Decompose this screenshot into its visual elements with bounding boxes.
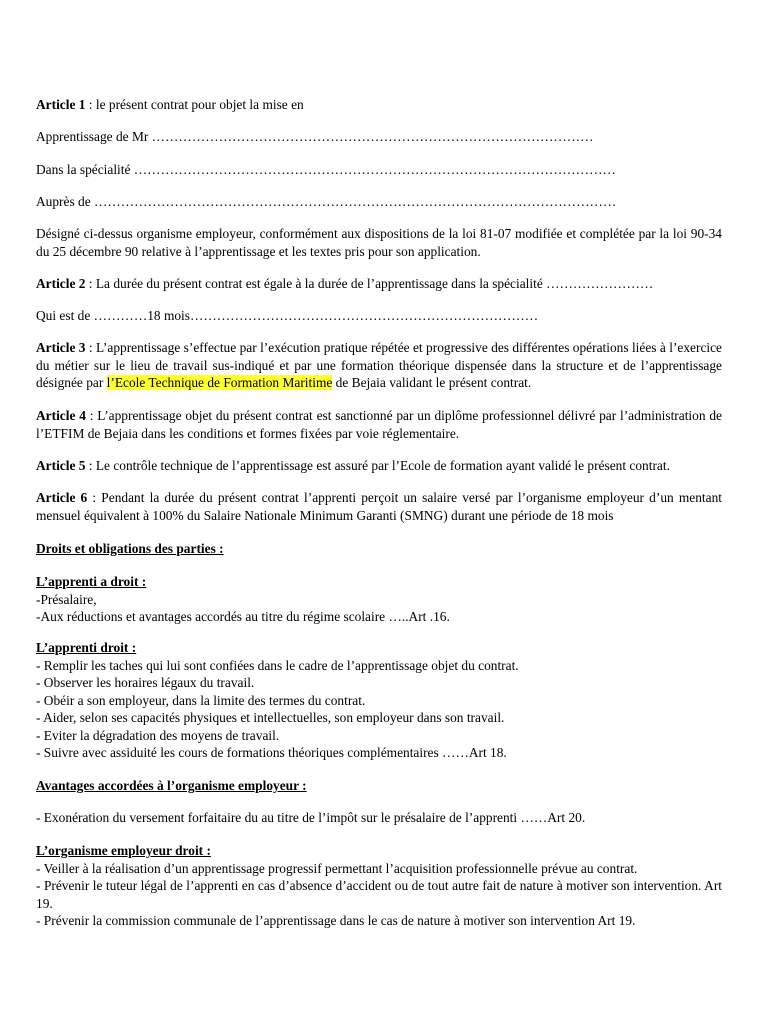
article-2-label: Article 2: [36, 276, 86, 291]
list-item: - Exonération du versement forfaitaire du au titre de l’impôt sur le présalaire de l’apprenti ……Art 20.: [36, 810, 586, 825]
article-6-label: Article 6: [36, 490, 88, 505]
article-3: [36, 339, 722, 392]
article-5-text: : Le contrôle technique de l’apprentissage est assuré par l’Ecole de formation ayant validé le présent contrat.: [85, 458, 670, 473]
field-aupres-text: Auprès de ………………………………………………………………………………………………………: [36, 194, 617, 209]
apprenti-a-droit-heading: L’apprenti a droit :: [36, 574, 147, 589]
field-apprentissage: [36, 128, 722, 146]
list-item: - Remplir les taches qui lui sont confiées dans le cadre de l’apprentissage objet du contrat.: [36, 657, 519, 673]
article-1: [36, 96, 722, 114]
avantages-heading: Avantages accordées à l’organisme employeur :: [36, 778, 307, 793]
article-3-text-before: : L’apprentissage s’effectue par l’exécution pratique répétée et progressive des différentes opérations liées à l’exercice du métier sur le lieu de travail sus-indiqué et par une formation théorique dispensée dans la structure et de l’apprentissage désignée par: [36, 340, 722, 390]
list-item: -Présalaire,: [36, 591, 97, 607]
field-duree-text: Qui est de …………18 mois……………………………………………………………………: [36, 308, 539, 323]
section-droits-obligations: [36, 540, 722, 558]
section-avantages: [36, 777, 722, 795]
field-duree: [36, 307, 722, 325]
article-3-label: Article 3: [36, 340, 86, 355]
article-5: [36, 457, 722, 475]
apprenti-droit-heading: L’apprenti droit :: [36, 640, 137, 655]
employeur-droit-heading: L’organisme employeur droit :: [36, 843, 211, 858]
list-item: - Prévenir le tuteur légal de l’apprenti en cas d’absence d’accident ou de tout autre fait de nature à motiver son intervention. Art 19.: [36, 878, 722, 911]
field-aupres: [36, 193, 722, 211]
article-2-text: : La durée du présent contrat est égale à la durée de l’apprentissage dans la spécialité ……………………: [85, 276, 654, 291]
list-item: -Aux réductions et avantages accordés au titre du régime scolaire …..Art .16.: [36, 609, 450, 624]
article-4-text: : L’apprentissage objet du présent contrat est sanctionné par un diplôme professionnel délivré par l’administration de l’ETFIM de Bejaia dans les conditions et formes fixées par voie réglementaire.: [36, 408, 722, 441]
article-4: [36, 407, 722, 442]
avantages-item: [36, 809, 722, 827]
article-6-text: : Pendant la durée du présent contrat l’apprenti perçoit un salaire versé par l’organisme employeur d’un mentant mensuel équivalent à 100% du Salaire Nationale Minimum Garanti (SMNG) durant une période de 18 mois: [36, 490, 722, 523]
article-4-label: Article 4: [36, 408, 86, 423]
list-item: - Prévenir la commission communale de l’apprentissage dans le cas de nature à motiver son intervention Art 19.: [36, 913, 636, 928]
section-droits-obligations-heading: Droits et obligations des parties :: [36, 541, 224, 556]
article-6: [36, 489, 722, 524]
section-apprenti-a-droit: [36, 573, 722, 626]
section-employeur-droit: [36, 842, 722, 930]
field-specialite: [36, 161, 722, 179]
article-5-label: Article 5: [36, 458, 86, 473]
list-item: - Aider, selon ses capacités physiques et intellectuelles, son employeur dans son travail.: [36, 710, 505, 725]
list-item: - Eviter la dégradation des moyens de travail.: [36, 727, 280, 743]
article-1-label: Article 1: [36, 97, 86, 112]
paragraph-designe: [36, 225, 722, 260]
article-3-text-after: de Bejaia validant le présent contrat.: [332, 375, 532, 390]
section-apprenti-droit: [36, 639, 722, 762]
field-apprentissage-text: Apprentissage de Mr ………………………………………………………………………………………: [36, 129, 594, 144]
article-3-highlight: l’Ecole Technique de Formation Maritime: [106, 375, 333, 390]
field-specialite-text: Dans la spécialité ………………………………………………………………………………………………: [36, 162, 616, 177]
list-item: - Suivre avec assiduité les cours de formations théoriques complémentaires ……Art 18.: [36, 745, 507, 760]
list-item: - Obéir a son employeur, dans la limite des termes du contrat.: [36, 692, 366, 708]
list-item: - Veiller à la réalisation d’un apprentissage progressif permettant l’acquisition professionnelle prévue au contrat.: [36, 860, 638, 876]
article-1-text: : le présent contrat pour objet la mise en: [85, 97, 304, 112]
article-2: [36, 275, 722, 293]
paragraph-designe-text: Désigné ci-dessus organisme employeur, conformément aux dispositions de la loi 81-07 modifiée et complétée par la loi 90-34 du 25 décembre 90 relative à l’apprentissage et les textes pris pour son application.: [36, 226, 722, 259]
list-item: - Observer les horaires légaux du travail.: [36, 675, 255, 690]
